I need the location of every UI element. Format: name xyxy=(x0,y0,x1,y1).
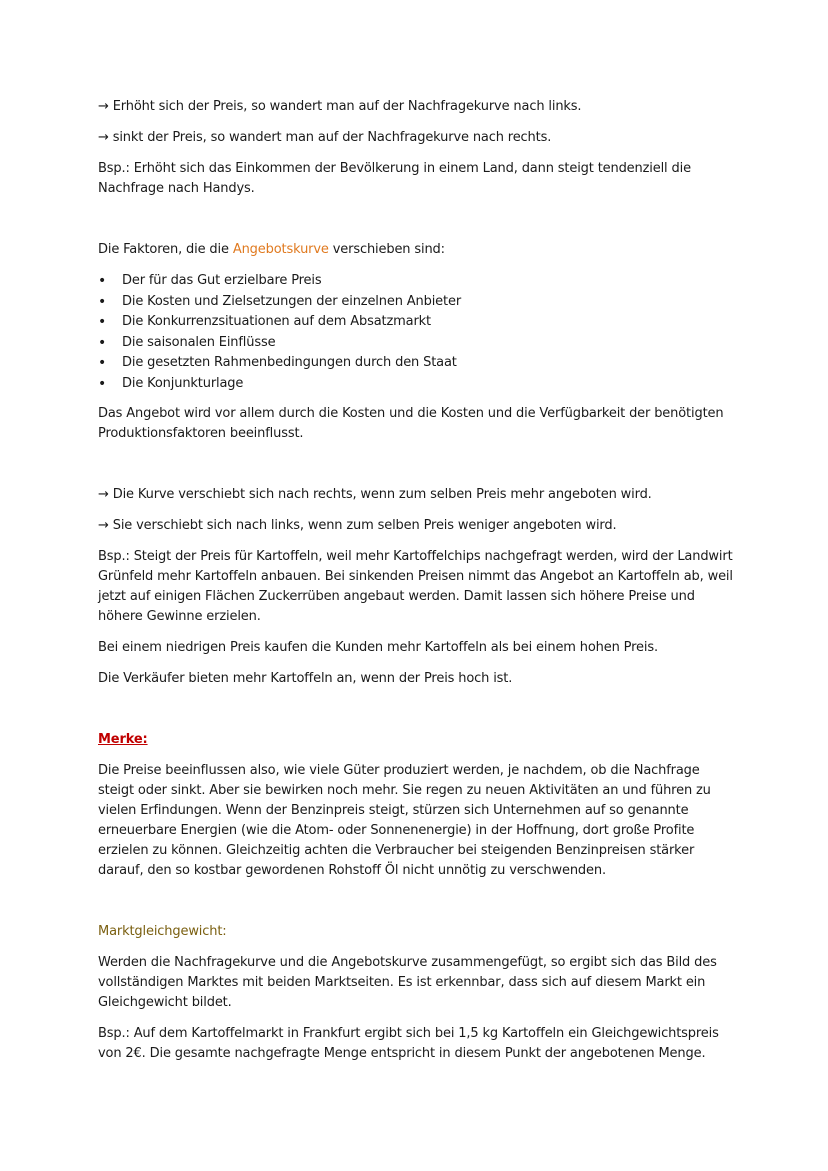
list-item: • Die Konkurrenzsituationen auf dem Absatzmarkt xyxy=(98,312,738,333)
paragraph-low-price: Bei einem niedrigen Preis kaufen die Kunden mehr Kartoffeln als bei einem hohen Preis. xyxy=(98,639,658,655)
paragraph-example-income: Bsp.: Erhöht sich das Einkommen der Bevölkerung in einem Land, dann steigt tendenziell die Nachfrage nach Handys. xyxy=(98,161,691,196)
marktgleichgewicht-example: Bsp.: Auf dem Kartoffelmarkt in Frankfurt ergibt sich bei 1,5 kg Kartoffeln ein Gleichgewichtspreis von 2€. Die gesamte nachgefragte Menge entspricht in diesem Punkt der angebotenen Menge. xyxy=(98,1025,719,1061)
faktoren-after: verschieben sind: xyxy=(328,242,445,257)
paragraph-price-up: → Erhöht sich der Preis, so wandert man auf der Nachfragekurve nach links. xyxy=(98,99,582,114)
list-item: • Der für das Gut erzielbare Preis xyxy=(98,271,738,292)
paragraph-curve-right: → Die Kurve verschiebt sich nach rechts, wenn zum selben Preis mehr angeboten wird. xyxy=(98,486,652,502)
merke-heading: Merke: xyxy=(98,731,148,747)
factor-list xyxy=(98,271,738,395)
paragraph-sellers: Die Verkäufer bieten mehr Kartoffeln an, wenn der Preis hoch ist. xyxy=(98,670,513,686)
marktgleichgewicht-text: Werden die Nachfragekurve und die Angebotskurve zusammengefügt, so ergibt sich das Bild des vollständigen Marktes mit beiden Marktseiten. Es ist erkennbar, dass sich auf diesem Markt ein Gleichgewicht bildet. xyxy=(98,954,717,1010)
list-item: • Die gesetzten Rahmenbedingungen durch den Staat xyxy=(98,353,738,374)
paragraph-price-down: → sinkt der Preis, so wandert man auf der Nachfragekurve nach rechts. xyxy=(98,130,552,145)
list-item: • Die Konjunkturlage xyxy=(98,374,738,395)
faktoren-heading xyxy=(98,240,738,260)
faktoren-before: Die Faktoren, die die xyxy=(98,242,233,257)
paragraph-example-kartoffeln: Bsp.: Steigt der Preis für Kartoffeln, weil mehr Kartoffelchips nachgefragt werden, wird der Landwirt Grünfeld mehr Kartoffeln anbauen. Bei sinkenden Preisen nimmt das Angebot an Kartoffeln ab, weil jetzt auf einigen Flächen Zuckerrüben angebaut werden. Damit lassen sich höhere Preise und höhere Gewinne erzielen. xyxy=(98,548,733,624)
document-body xyxy=(98,97,738,1064)
list-item: • Die saisonalen Einflüsse xyxy=(98,333,738,354)
merke-text: Die Preise beeinflussen also, wie viele Güter produziert werden, je nachdem, ob die Nachfrage steigt oder sinkt. Aber sie bewirken noch mehr. Sie regen zu neuen Aktivitäten an und führen zu vielen Erfindungen. Wenn der Benzinpreis steigt, stürzen sich Unternehmen auf so genannte erneuerbare Energien (wie die Atom- oder Sonnenenergie) in der Hoffnung, dort große Profite erzielen zu können. Gleichzeitig achten die Verbraucher bei steigenden Benzinpreisen stärker darauf, den so kostbar gewordenen Rohstoff Öl nicht unnötig zu verschwenden. xyxy=(98,762,711,878)
marktgleichgewicht-heading: Marktgleichgewicht: xyxy=(98,923,227,939)
paragraph-curve-left: → Sie verschiebt sich nach links, wenn zum selben Preis weniger angeboten wird. xyxy=(98,517,617,533)
list-item: • Die Kosten und Zielsetzungen der einzelnen Anbieter xyxy=(98,292,738,313)
paragraph-angebot-kosten: Das Angebot wird vor allem durch die Kosten und die Kosten und die Verfügbarkeit der benötigten Produktionsfaktoren beeinflusst. xyxy=(98,405,724,441)
angebotskurve-highlight: Angebotskurve xyxy=(232,242,329,257)
